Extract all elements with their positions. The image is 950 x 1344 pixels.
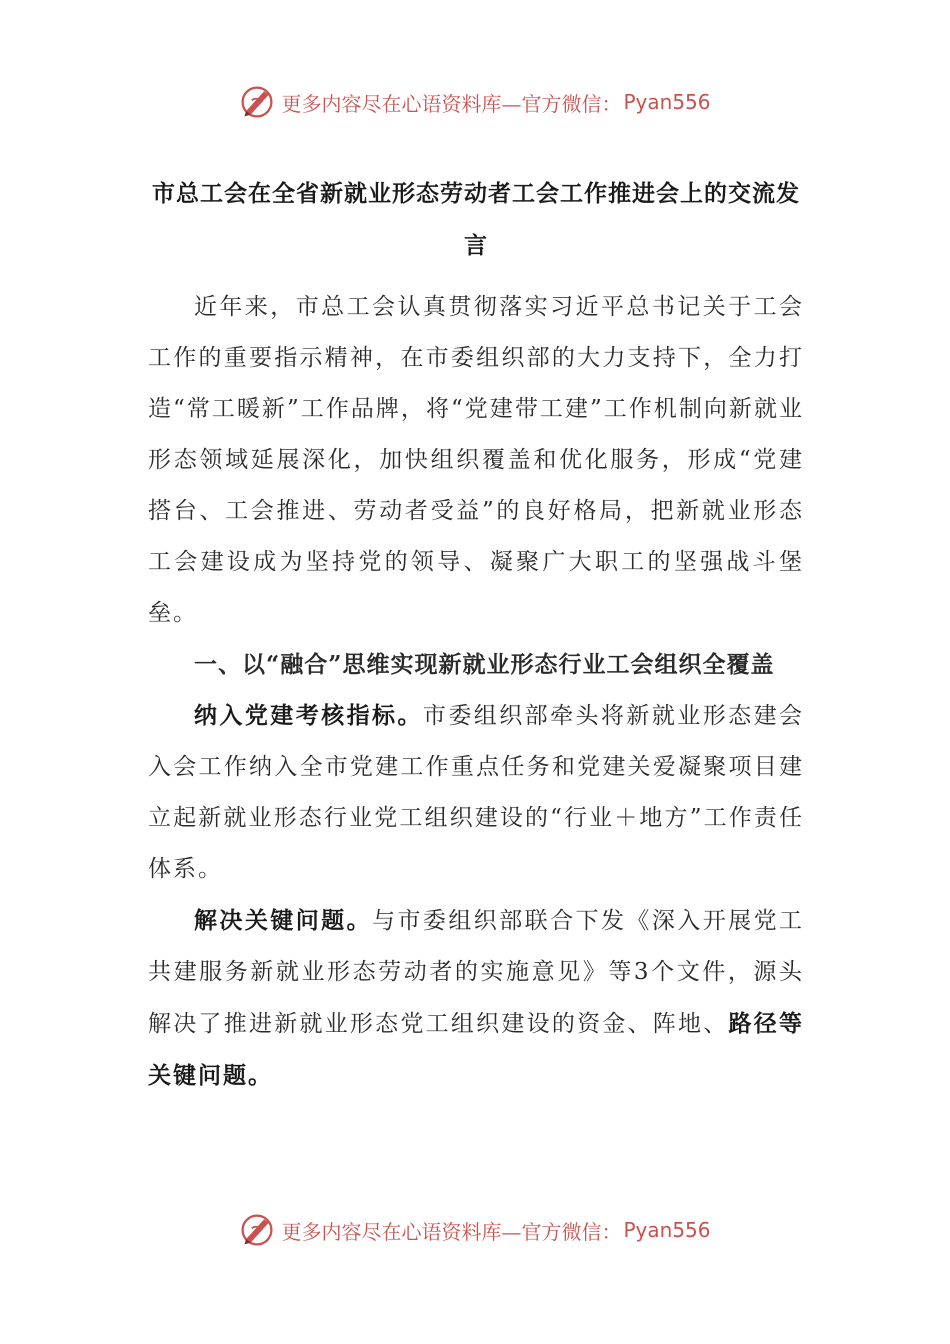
intro-paragraph: 近年来，市总工会认真贯彻落实习近平总书记关于工会工作的重要指示精神，在市委组织部的大力支持下，全力打造“常工暖新”工作品牌，将“党建带工建”工作机制向新就业形态领域延展深化，加快组织覆盖和优化服务，形成“党建搭台、工会推进、劳动者受益”的良好格局，把新就业形态工会建设成为坚持党的领导、凝聚广大职工的坚强战斗堡垒。 xyxy=(148,294,804,626)
document-body xyxy=(148,282,804,1102)
paragraph-2-lead: 解决关键问题。 xyxy=(194,907,373,934)
paragraph-2-text: 与市委组织部联合下发《深入开展党工共建服务新就业形态劳动者的实施意见》等3个文件，源头解决了推进新就业形态党工组织建设的资金、阵地、 xyxy=(148,908,805,1037)
paragraph-2-end: 路径等关键问题。 xyxy=(148,1010,805,1089)
document-title: 市总工会在全省新就业形态劳动者工会工作推进会上的交流发言 xyxy=(152,180,800,259)
footer-banner xyxy=(0,1210,950,1250)
banner-text: 更多内容尽在心语资料库—官方微信： xyxy=(281,1219,622,1244)
pen-logo-icon xyxy=(239,1212,275,1248)
paragraph-1-lead: 纳入党建考核指标。 xyxy=(194,702,423,729)
paragraph-2 xyxy=(148,895,804,1102)
pen-logo-icon xyxy=(239,84,275,120)
header-banner xyxy=(0,82,950,122)
banner-wechat-id: Pyan556 xyxy=(623,1218,711,1242)
paragraph-1 xyxy=(148,690,804,895)
banner-text: 更多内容尽在心语资料库—官方微信： xyxy=(281,91,622,116)
section-heading-1: 一、以“融合”思维实现新就业形态行业工会组织全覆盖 xyxy=(194,651,775,678)
paragraph-1-text: 市委组织部牵头将新就业形态建会入会工作纳入全市党建工作重点任务和党建关爱凝聚项目建立起新就业形态行业党工组织建设的“行业＋地方”工作责任体系。 xyxy=(148,703,805,882)
banner-wechat-id: Pyan556 xyxy=(623,90,711,114)
